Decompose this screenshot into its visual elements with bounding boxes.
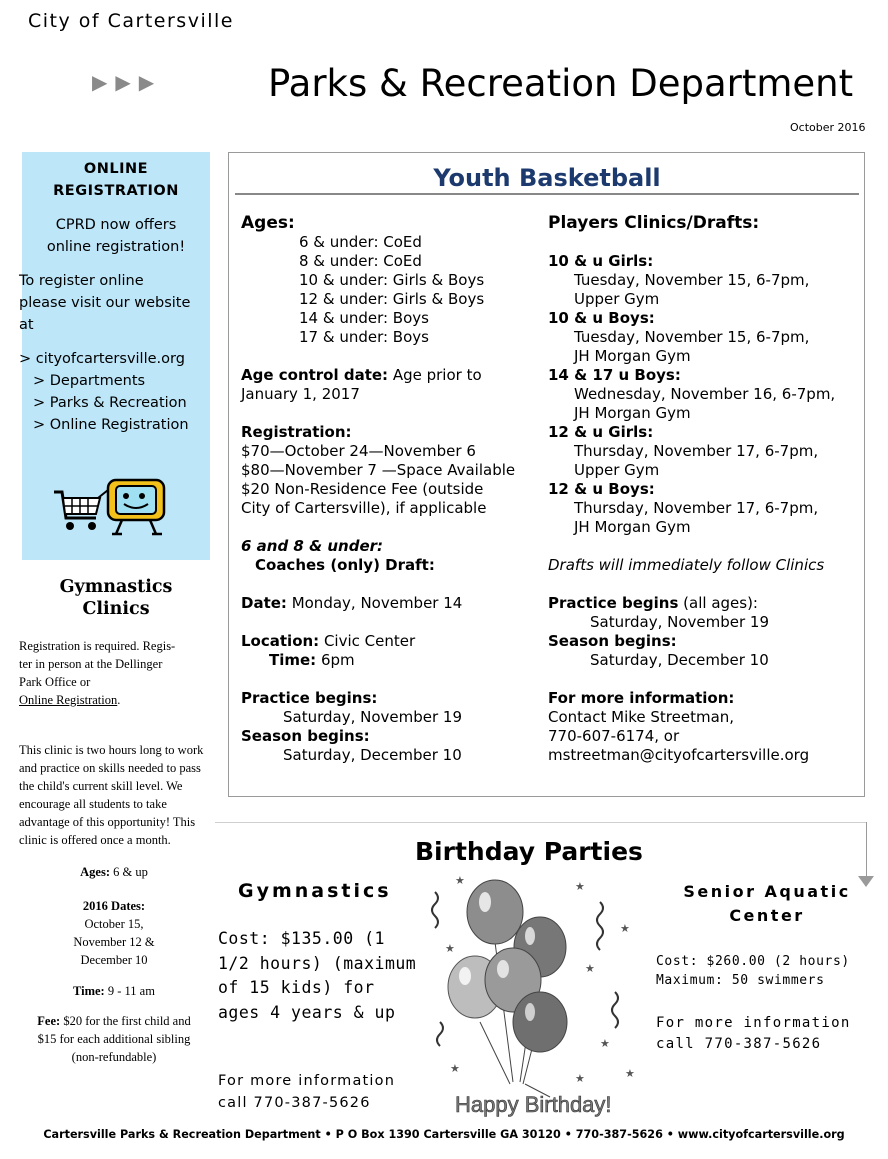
registration-heading: Registration: [241,423,352,441]
birthday-balloons-image [425,872,645,1122]
age-group: 17 & under: Boys [299,328,429,346]
shopping-cart-computer-icon [52,478,170,538]
svg-text:★: ★ [575,880,585,893]
clinic-fee: Fee: $20 for the first child and $15 for each additional sibling (non-refundable) [37,1014,191,1064]
online-registration-title: ONLINE REGISTRATION [53,161,179,199]
clinic-schedule: Wednesday, November 16, 6-7pm, [574,385,836,403]
registration-fee: $80—November 7 —Space Available [241,461,516,479]
registration-fee: City of Cartersville), if applicable [241,499,487,517]
age-group: 8 & under: CoEd [299,252,422,270]
season-heading: Season begins: [241,727,370,745]
svg-text:★: ★ [575,1072,585,1085]
ages-heading: Ages: [241,213,295,233]
svg-text:★: ★ [585,962,595,975]
clinic-ages: Ages: 6 & up [80,865,148,879]
path-parks-recreation: > Parks & Recreation [33,395,187,411]
clinic-group: 12 & u Boys: [548,480,655,498]
clinic-venue: JH Morgan Gym [574,518,691,536]
gymnastics-party-info: For more information call 770-387-5626 [218,1073,396,1111]
visit-website-text: To register online please visit our website at [19,273,191,333]
age-group: 12 & under: Girls & Boys [299,290,485,308]
department-title: Parks & Recreation Department [268,62,854,105]
clinic-venue: Upper Gym [574,290,660,308]
city-name: City of Cartersville [28,10,234,32]
clinic-description: This clinic is two hours long to work and practice on skills needed to pass the child's current skill level. We encourage all students to take advantage of this opportunity! This clinic is offered once a month. [19,743,204,847]
more-info-heading: For more information: [548,689,735,707]
draft-time: Time: 6pm [269,651,355,669]
clinic-schedule: Thursday, November 17, 6-7pm, [574,499,819,517]
clinic-venue: Upper Gym [574,461,660,479]
gymnastics-party-title: Gymnastics [238,880,392,902]
senior-aquatic-cost: Cost: $260.00 (2 hours) Maximum: 50 swimmers [656,954,850,988]
contact-name: Contact Mike Streetman, [548,708,735,726]
clinic-venue: JH Morgan Gym [574,347,691,365]
gymnastics-party-cost: Cost: $135.00 (1 1/2 hours) (maximum of 15 kids) for ages 4 years & up [218,929,417,1022]
website-path [19,348,207,436]
age-group: 10 & under: Girls & Boys [299,271,485,289]
decorative-arrows-icon: ▶▶▶ [92,70,163,94]
practice-date: Saturday, November 19 [283,708,463,726]
senior-aquatic-title: Senior Aquatic Center [683,882,851,925]
svg-text:★: ★ [625,1067,635,1080]
title-divider [235,193,859,195]
clinic-venue: JH Morgan Gym [574,404,691,422]
age-group: 6 & under: CoEd [299,233,422,251]
birthday-parties-title: Birthday Parties [415,837,643,866]
registration-fee: $70—October 24—November 6 [241,442,476,460]
season-heading: Season begins: [548,632,677,650]
clinics-heading: Players Clinics/Drafts: [548,213,760,233]
divider-line [866,822,867,880]
youth-basketball-title: Youth Basketball [433,164,661,192]
issue-date: October 2016 [790,121,866,134]
website-link[interactable]: > cityofcartersville.org [19,351,185,367]
clinic-time: Time: 9 - 11 am [73,984,155,998]
draft-age-heading: 6 and 8 & under: [241,537,384,555]
clinic-registration-text: Registration is required. Regis- ter in person at the Dellinger Park Office or Online Registration. [19,639,176,707]
coaches-draft-heading: Coaches (only) Draft: [255,556,435,574]
contact-email[interactable]: mstreetman@cityofcartersville.org [548,746,810,764]
gymnastics-clinics-title: Gymnastics Clinics [59,577,173,619]
path-departments: > Departments [33,373,146,389]
clinic-group: 10 & u Boys: [548,309,655,327]
clinic-group: 10 & u Girls: [548,252,654,270]
drafts-note: Drafts will immediately follow Clinics [548,556,825,574]
clinic-group: 14 & 17 u Boys: [548,366,681,384]
contact-phone: 770-607-6174, or [548,727,680,745]
clinic-dates: 2016 Dates: October 15, November 12 & December 10 [73,899,155,967]
clinic-schedule: Thursday, November 17, 6-7pm, [574,442,819,460]
basketball-left-column [241,214,536,765]
season-date: Saturday, December 10 [590,651,769,669]
draft-date: Date: Monday, November 14 [241,594,463,612]
senior-aquatic-info: For more information call 770-387-5626 [656,1015,851,1052]
practice-heading: Practice begins: [241,689,378,707]
svg-text:★: ★ [450,1062,460,1075]
section-divider [215,822,867,823]
clinic-group: 12 & u Girls: [548,423,654,441]
season-date: Saturday, December 10 [283,746,462,764]
draft-location: Location: Civic Center [241,632,416,650]
age-group: 14 & under: Boys [299,309,429,327]
age-control-value: January 1, 2017 [241,385,360,403]
svg-text:★: ★ [600,1037,610,1050]
clinic-schedule: Tuesday, November 15, 6-7pm, [574,271,810,289]
footer-contact: Cartersville Parks & Recreation Department • P O Box 1390 Cartersville GA 30120 • 770-387-5626 • www.cityofcartersville.org [43,1128,845,1141]
svg-text:★: ★ [445,942,455,955]
online-offer-text: CPRD now offers online registration! [46,217,186,255]
age-control-date: Age control date: Age prior to [241,366,482,384]
practice-date: Saturday, November 19 [590,613,770,631]
registration-fee: $20 Non-Residence Fee (outside [241,480,484,498]
happy-birthday-caption: Happy Birthday! [455,1092,612,1117]
basketball-right-column [548,214,863,765]
practice-all-ages: Practice begins (all ages): [548,594,758,612]
online-registration-link[interactable]: Online Registration [19,693,118,707]
clinic-schedule: Tuesday, November 15, 6-7pm, [574,328,810,346]
path-online-registration: > Online Registration [33,417,189,433]
svg-text:★: ★ [455,874,465,887]
svg-text:★: ★ [620,922,630,935]
